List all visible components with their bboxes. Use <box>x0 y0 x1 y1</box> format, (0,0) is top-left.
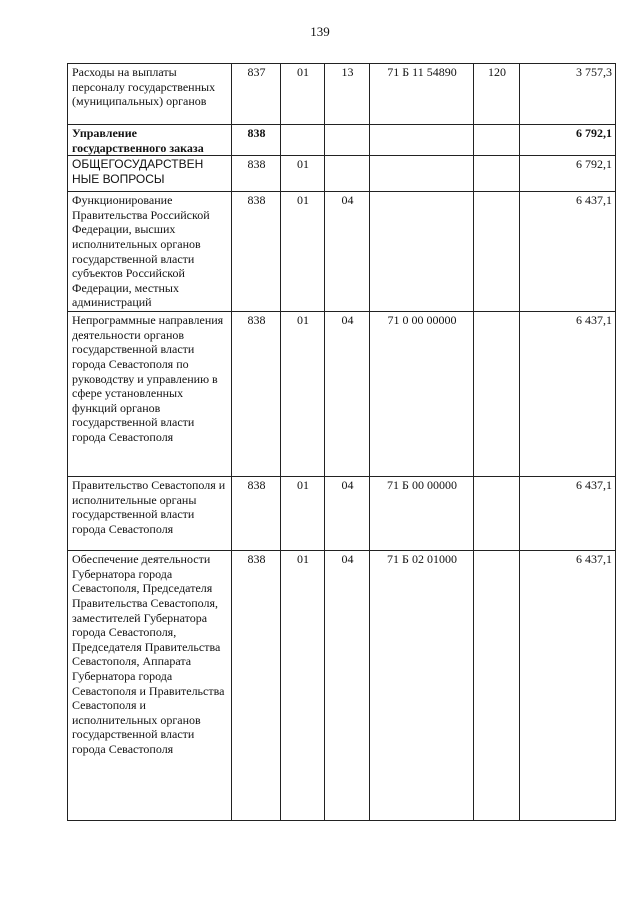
row-name: Правительство Севастополя и исполнительные органы государственной власти города Севастополя <box>68 477 232 551</box>
row-pr: 04 <box>325 551 370 821</box>
row-vr <box>474 125 520 156</box>
row-rz <box>281 125 325 156</box>
budget-table <box>67 63 616 821</box>
row-rz: 01 <box>281 64 325 125</box>
row-name: Расходы на выплаты персоналу государственных (муниципальных) органов <box>68 64 232 125</box>
row-pr: 13 <box>325 64 370 125</box>
row-sum: 3 757,3 <box>520 64 616 125</box>
row-sum: 6 437,1 <box>520 312 616 477</box>
row-csr: 71 0 00 00000 <box>370 312 474 477</box>
table-row <box>68 551 616 821</box>
row-pr: 04 <box>325 192 370 312</box>
row-sum: 6 437,1 <box>520 477 616 551</box>
row-csr: 71 Б 02 01000 <box>370 551 474 821</box>
row-rz: 01 <box>281 477 325 551</box>
row-vr <box>474 312 520 477</box>
table-row <box>68 64 616 125</box>
row-pr <box>325 156 370 192</box>
row-csr: 71 Б 11 54890 <box>370 64 474 125</box>
row-vr <box>474 192 520 312</box>
row-gr: 838 <box>232 477 281 551</box>
row-name: Непрограммные направления деятельности органов государственной власти города Севастополя по руководству и управлению в сфере установленных функций органов государственной власти города Севастополя <box>68 312 232 477</box>
row-sum: 6 437,1 <box>520 192 616 312</box>
row-gr: 838 <box>232 156 281 192</box>
row-csr <box>370 125 474 156</box>
row-gr: 838 <box>232 125 281 156</box>
row-rz: 01 <box>281 551 325 821</box>
table-row <box>68 125 616 156</box>
row-pr <box>325 125 370 156</box>
row-name: Управление государственного заказа <box>68 125 232 156</box>
table-row <box>68 192 616 312</box>
row-sum: 6 792,1 <box>520 125 616 156</box>
row-rz: 01 <box>281 156 325 192</box>
row-name: Функционирование Правительства Российской Федерации, высших исполнительных органов государственной власти субъектов Российской Федерации, местных администраций <box>68 192 232 312</box>
row-sum: 6 437,1 <box>520 551 616 821</box>
row-name: ОБЩЕГОСУДАРСТВЕН НЫЕ ВОПРОСЫ <box>68 156 232 192</box>
row-pr: 04 <box>325 477 370 551</box>
row-csr <box>370 192 474 312</box>
row-vr <box>474 477 520 551</box>
row-gr: 838 <box>232 312 281 477</box>
table-row <box>68 156 616 192</box>
row-rz: 01 <box>281 312 325 477</box>
row-gr: 837 <box>232 64 281 125</box>
row-pr: 04 <box>325 312 370 477</box>
table-row <box>68 477 616 551</box>
table-row <box>68 312 616 477</box>
row-gr: 838 <box>232 551 281 821</box>
row-gr: 838 <box>232 192 281 312</box>
row-vr <box>474 156 520 192</box>
row-csr: 71 Б 00 00000 <box>370 477 474 551</box>
row-sum: 6 792,1 <box>520 156 616 192</box>
row-csr <box>370 156 474 192</box>
row-vr <box>474 551 520 821</box>
row-vr: 120 <box>474 64 520 125</box>
page-number: 139 <box>310 24 330 39</box>
row-rz: 01 <box>281 192 325 312</box>
row-name: Обеспечение деятельности Губернатора города Севастополя, Председателя Правительства Севастополя, заместителей Губернатора города Севастополя, Председателя Правительства Севастополя, Аппарата Губернатора города Севастополя и Правительства Севастополя и исполнительных органов государственной власти города Севастополя <box>68 551 232 821</box>
